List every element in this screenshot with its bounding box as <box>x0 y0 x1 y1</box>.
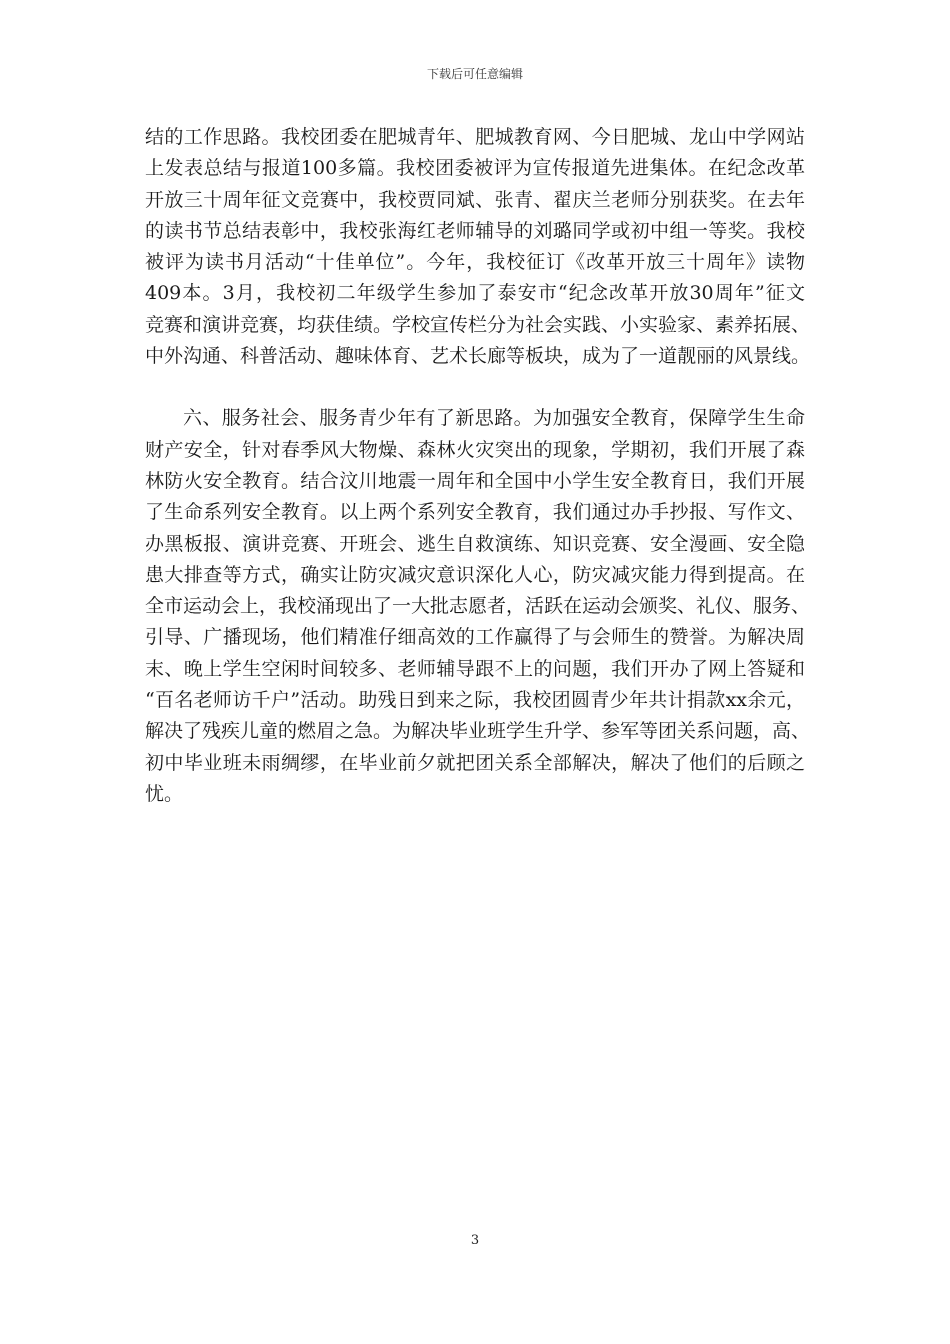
paragraph-line: 全市运动会上，我校涌现出了一大批志愿者，活跃在运动会颁奖、礼仪、服务、 <box>145 595 811 618</box>
paragraph-line: 的读书节总结表彰中，我校张海红老师辅导的刘璐同学或初中组一等奖。我校 <box>145 219 805 242</box>
paragraph-line: 结的工作思路。我校团委在肥城青年、肥城教育网、今日肥城、龙山中学网站 <box>145 126 805 148</box>
paragraph-line: 被评为读书月活动“十佳单位”。今年，我校征订《改革开放三十周年》读物 <box>145 251 805 274</box>
page-header: 下载后可任意编辑 <box>426 67 523 81</box>
paragraph-line: “百名老师访千户”活动。助残日到来之际，我校团圆青少年共计捐款xx余元， <box>145 689 805 712</box>
document-body <box>145 122 811 810</box>
paragraph-line: 办黑板报、演讲竞赛、开班会、逃生自救演练、知识竞赛、安全漫画、安全隐 <box>145 532 805 555</box>
paragraph-line: 解决了残疾儿童的燃眉之急。为解决毕业班学生升学、参军等团关系问题，高、 <box>145 720 811 743</box>
paragraph-line: 六、服务社会、服务青少年有了新思路。为加强安全教育，保障学生生命 <box>183 407 805 430</box>
paragraph-line: 竞赛和演讲竞赛，均获佳绩。学校宣传栏分为社会实践、小实验家、素养拓展、 <box>145 313 811 336</box>
paragraph-line: 了生命系列安全教育。以上两个系列安全教育，我们通过办手抄报、写作文、 <box>145 501 805 524</box>
page-number: 3 <box>470 1233 480 1248</box>
paragraph-publicity <box>145 122 811 372</box>
paragraph-line: 引导、广播现场，他们精准仔细高效的工作赢得了与会师生的赞誉。为解决周 <box>145 626 805 649</box>
paragraph-line: 409本。3月，我校初二年级学生参加了泰安市“纪念改革开放30周年”征文 <box>145 282 805 305</box>
paragraph-spacer <box>145 372 805 403</box>
paragraph-line: 财产安全，针对春季风大物燥、森林火灾突出的现象，学期初，我们开展了森 <box>145 438 805 461</box>
paragraph-line: 开放三十周年征文竞赛中，我校贾同斌、张青、翟庆兰老师分别获奖。在去年 <box>145 188 805 211</box>
paragraph-line: 末、晚上学生空闲时间较多、老师辅导跟不上的问题，我们开办了网上答疑和 <box>145 657 805 680</box>
paragraph-service <box>145 403 811 810</box>
paragraph-line: 患大排查等方式，确实让防灾减灾意识深化人心，防灾减灾能力得到提高。在 <box>145 563 805 586</box>
paragraph-line: 初中毕业班未雨绸缪，在毕业前夕就把团关系全部解决，解决了他们的后顾之 <box>145 751 805 774</box>
paragraph-line: 上发表总结与报道100多篇。我校团委被评为宣传报道先进集体。在纪念改革 <box>145 157 805 180</box>
paragraph-line: 中外沟通、科普活动、趣味体育、艺术长廊等板块，成为了一道靓丽的风景线。 <box>145 345 811 368</box>
paragraph-line: 林防火安全教育。结合汶川地震一周年和全国中小学生安全教育日，我们开展 <box>145 469 805 492</box>
paragraph-line: 忧。 <box>145 782 184 805</box>
